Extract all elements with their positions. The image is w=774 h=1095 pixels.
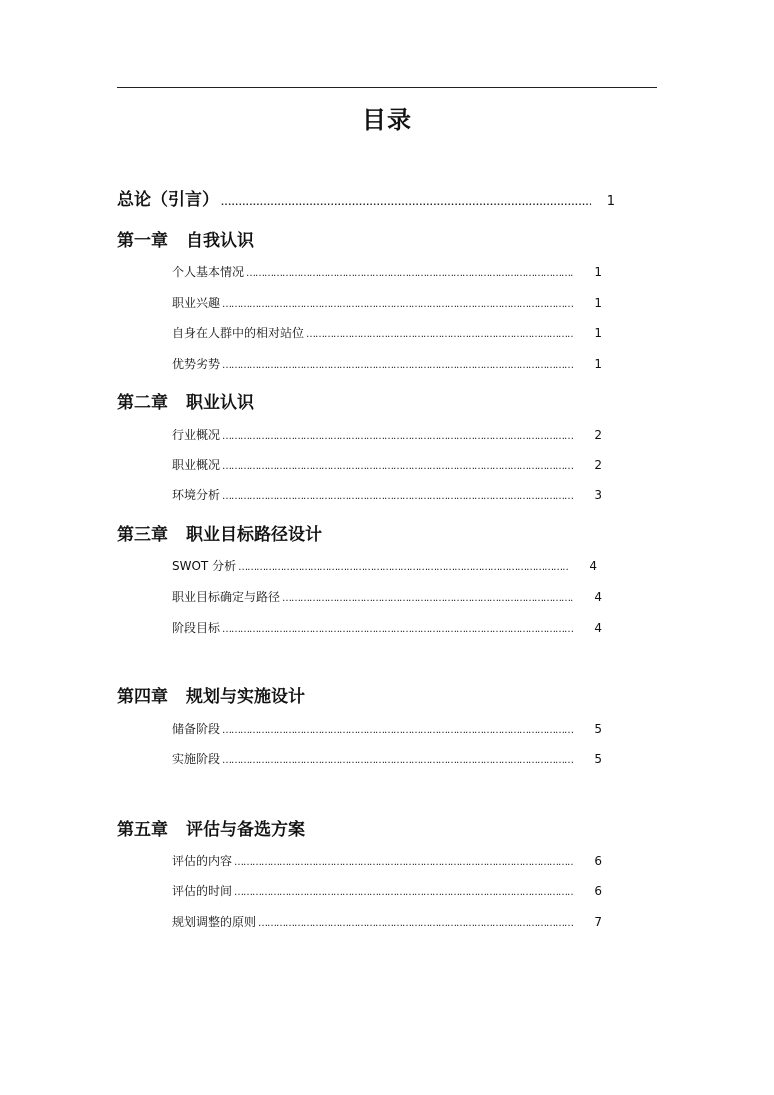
chapter-title: 自我认识: [186, 231, 254, 251]
toc-entry[interactable]: [172, 557, 597, 574]
dot-leader: [221, 198, 591, 207]
toc-entry-page: 4: [594, 590, 602, 604]
toc-entry[interactable]: [172, 882, 602, 899]
toc-entry[interactable]: [172, 355, 602, 372]
chapter-number: 第二章: [117, 393, 168, 413]
toc-entry-label: 职业兴趣: [172, 296, 221, 310]
toc-entry[interactable]: [172, 750, 602, 767]
toc-intro-label: 总论（引言）: [117, 190, 219, 210]
toc-entry-label: 规划调整的原则: [172, 915, 257, 929]
toc-entry-label: 个人基本情况: [172, 265, 245, 279]
toc-intro-page: 1: [606, 194, 615, 209]
chapter-heading-5[interactable]: [117, 815, 305, 840]
dot-leader: [222, 491, 574, 502]
toc-entry-page: 1: [594, 265, 602, 279]
toc-entry-label: 职业目标确定与路径: [172, 590, 281, 604]
toc-entry-label: 环境分析: [172, 488, 221, 502]
toc-entry-label: 储备阶段: [172, 722, 221, 736]
toc-entry[interactable]: [172, 294, 602, 311]
toc-entry[interactable]: [172, 486, 602, 503]
header-rule: [117, 87, 657, 88]
dot-leader: [222, 755, 574, 766]
page-title: 目录: [362, 106, 412, 134]
dot-leader: [258, 918, 574, 929]
toc-entry-label: 阶段目标: [172, 621, 221, 635]
toc-entry-page: 4: [589, 559, 597, 573]
dot-leader: [234, 857, 574, 868]
dot-leader: [222, 461, 574, 472]
toc-entry[interactable]: [172, 852, 602, 869]
toc-entry[interactable]: [172, 426, 602, 443]
toc-entry[interactable]: [172, 720, 602, 737]
chapter-title: 职业目标路径设计: [186, 525, 322, 545]
toc-entry-page: 1: [594, 357, 602, 371]
toc-entry-label: 评估的时间: [172, 884, 233, 898]
toc-entry-label: SWOT 分析: [172, 559, 237, 573]
toc-entry[interactable]: [172, 324, 602, 341]
toc-entry-label: 自身在人群中的相对站位: [172, 326, 305, 340]
dot-leader: [222, 299, 574, 310]
toc-entry-label: 评估的内容: [172, 854, 233, 868]
chapter-heading-3[interactable]: [117, 520, 322, 545]
toc-entry-page: 2: [594, 458, 602, 472]
toc-entry-page: 4: [594, 621, 602, 635]
chapter-title: 职业认识: [186, 393, 254, 413]
dot-leader: [246, 268, 574, 279]
toc-entry-page: 5: [594, 752, 602, 766]
chapter-heading-1[interactable]: [117, 226, 254, 251]
chapter-title: 规划与实施设计: [186, 687, 305, 707]
toc-entry-page: 5: [594, 722, 602, 736]
toc-entry[interactable]: [172, 619, 602, 636]
chapter-number: 第五章: [117, 820, 168, 840]
dot-leader: [282, 593, 574, 604]
toc-entry-page: 2: [594, 428, 602, 442]
dot-leader: [222, 624, 574, 635]
dot-leader: [306, 329, 574, 340]
toc-entry-page: 3: [594, 488, 602, 502]
toc-entry[interactable]: [172, 913, 602, 930]
toc-entry-label: 职业概况: [172, 458, 221, 472]
toc-entry-page: 7: [594, 915, 602, 929]
dot-leader: [234, 887, 574, 898]
toc-entry-page: 6: [594, 884, 602, 898]
chapter-number: 第三章: [117, 525, 168, 545]
toc-entry[interactable]: [172, 263, 602, 280]
chapter-title: 评估与备选方案: [186, 820, 305, 840]
dot-leader: [238, 562, 569, 573]
toc-entry-page: 6: [594, 854, 602, 868]
toc-entry-label: 优势劣势: [172, 357, 221, 371]
dot-leader: [222, 360, 574, 371]
chapter-heading-2[interactable]: [117, 388, 254, 413]
dot-leader: [222, 725, 574, 736]
dot-leader: [222, 431, 574, 442]
toc-entry[interactable]: [172, 456, 602, 473]
toc-entry[interactable]: [172, 588, 602, 605]
toc-entry-page: 1: [594, 296, 602, 310]
toc-entry-page: 1: [594, 326, 602, 340]
chapter-heading-4[interactable]: [117, 682, 305, 707]
toc-intro[interactable]: [117, 185, 615, 210]
toc-entry-label: 行业概况: [172, 428, 221, 442]
chapter-number: 第一章: [117, 231, 168, 251]
toc-entry-label: 实施阶段: [172, 752, 221, 766]
chapter-number: 第四章: [117, 687, 168, 707]
